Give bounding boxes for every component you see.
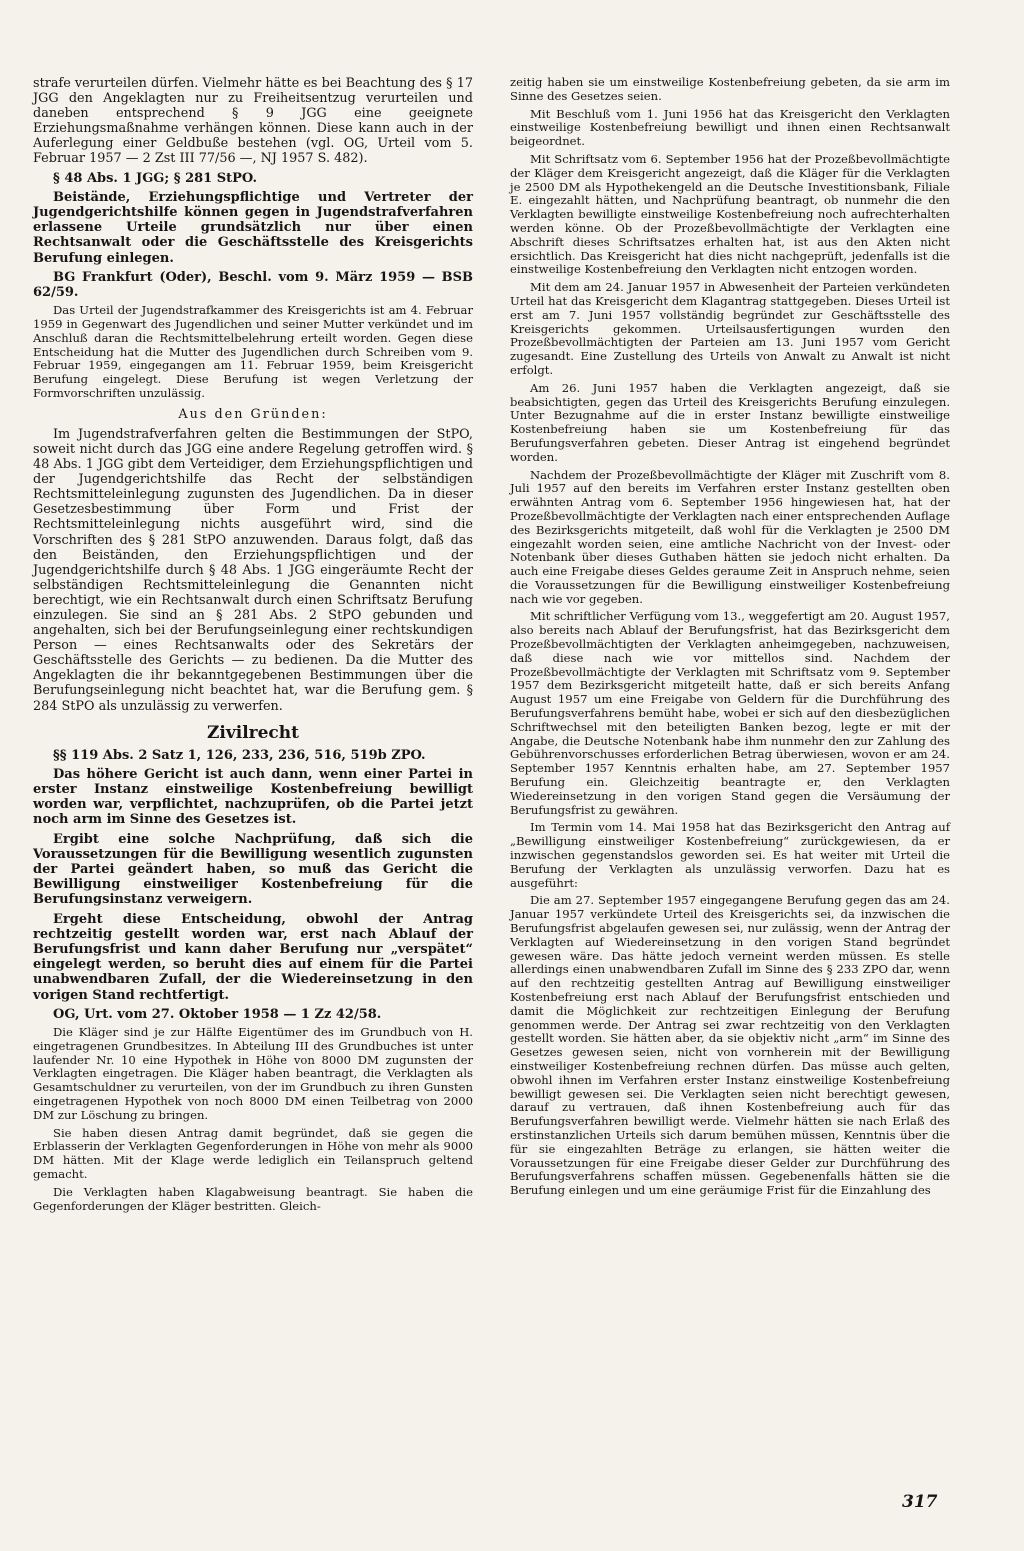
statute-heading-1: § 48 Abs. 1 JGG; § 281 StPO. <box>53 170 257 186</box>
right-paragraph-5: Am 26. Juni 1957 haben die Verklagten angezeigt, daß sie beabsichtigten, gegen das Urteil des Kreisgerichts Berufung einzulegen. Unter Bezugnahme auf die in erster Instanz bewilligte einstweilige Kostenbefreiung haben sie um Kostenbefreiung für das Berufungsverfahren gebeten. Dieser Antrag ist eingehend begründet worden. <box>510 380 950 464</box>
right-paragraph-2: Mit Beschluß vom 1. Juni 1956 hat das Kreisgericht den Verklagten einstweilige Kostenbefreiung bewilligt und ihnen einen Rechtsanwalt beigeordnet. <box>510 106 950 149</box>
court-citation-1: BG Frankfurt (Oder), Beschl. vom 9. März 1959 — BSB 62/59. <box>33 269 473 300</box>
right-paragraph-9: Die am 27. September 1957 eingegangene Berufung gegen das am 24. Januar 1957 verkündete Urteil des Kreisgerichts sei, da inzwischen die Berufungsfrist abgelaufen gewesen sei, nur zulässig, wenn der Antrag der Verklagten auf Wiedereinsetzung in den vorigen Stand begründet gewesen wäre. Das hätte jedoch verneint werden müssen. Es stelle allerdings einen unabwendbaren Zufall im Sinne des § 233 ZPO dar, wenn auf den rechtzeitig gestellten Antrag auf Bewilligung einstweiliger Kostenbefreiung erst nach Ablauf der Berufungsfrist entschieden und damit die Möglichkeit zur rechtzeitigen Einlegung der Berufung genommen werde. Der Antrag sei zwar rechtzeitig von den Verklagten gestellt worden. Sie hätten aber, da sie objektiv nicht „arm“ im Sinne des Gesetzes gewesen seien, nicht von vornherein mit der Bewilligung einstweiliger Kostenbefreiung rechnen dürfen. Das müsse auch gelten, obwohl ihnen im Verfahren erster Instanz einstweilige Kostenbefreiung bewilligt gewesen sei. Die Verklagten seien nicht berechtigt gewesen, darauf zu vertrauen, daß ihnen Kostenbefreiung auch für das Berufungsverfahren bewilligt werde. Vielmehr hätten sie nach Erlaß des erstinstanzlichen Urteils sich darum bemühen müssen, Kenntnis über die für sie eingezahlten Beträge zu erlangen, sie hätten weiter die Voraussetzungen für eine Freigabe dieser Gelder zur Durchführung des Berufungsverfahrens schaffen müssen. Gegebenenfalls hätten sie die Berufung einlegen und um eine geräumige Frist für die Einzahlung des <box>510 893 950 1198</box>
headnote-2b: Ergibt eine solche Nachprüfung, daß sich die Voraussetzungen für die Bewilligung wesentlich zugunsten der Partei geändert haben, so muß das Gericht die Bewilligung einstweiliger Kostenbefreiung für die Berufungsinstanz verweigern. <box>33 831 473 908</box>
right-column <box>510 76 950 1198</box>
reasons-paragraph: Im Jugendstrafverfahren gelten die Bestimmungen der StPO, soweit nicht durch das JGG eine andere Regelung getroffen wird. § 48 Abs. 1 JGG gibt dem Verteidiger, dem Erziehungspflichtigen und der Jugendgerichtshilfe das Recht der selbständigen Rechtsmitteleinlegung zugunsten des Jugendlichen. Da in dieser Gesetzesbestimmung über Form und Frist der Rechtsmitteleinlegung nichts ausgeführt wird, sind die Vorschriften des § 281 StPO anzuwenden. Daraus folgt, daß das den Beiständen, den Erziehungspflichtigen und der Jugendgerichtshilfe durch § 48 Abs. 1 JGG eingeräumte Recht der selbständigen Rechtsmitteleinlegung die Genannten nicht berechtigt, wie ein Rechtsanwalt durch einen Schriftsatz Berufung einzulegen. Sie sind an § 281 Abs. 2 StPO gebunden und angehalten, sich bei der Berufungseinlegung einer rechtskundigen Person — eines Rechtsanwalts oder des Sekretärs der Geschäftsstelle des Gerichts — zu bedienen. Da die Mutter des Angeklagten die ihr bekanntgegebenen Bestimmungen über die Berufungseinlegung nicht beachtet hat, war die Berufung gem. § 284 StPO als unzulässig zu verwerfen. <box>33 426 473 714</box>
right-paragraph-6: Nachdem der Prozeßbevollmächtigte der Kläger mit Zuschrift vom 8. Juli 1957 auf den bereits im Verfahren erster Instanz gestellten oben erwähnten Antrag vom 6. September 1956 hingewiesen hat, hat der Prozeßbevollmächtigte der Verklagten nach einer entsprechenden Auflage des Bezirksgerichts mitgeteilt, daß wohl für die Verklagten je 2500 DM eingezahlt worden seien, eine amtliche Nachricht von der Invest- oder Notenbank über dieses Guthaben hätten sie jedoch nicht erhalten. Da auch eine Freigabe dieses Geldes geraume Zeit in Anspruch nehme, seien die Voraussetzungen für die Bewilligung einstweiliger Kostenbefreiung nach wie vor gegeben. <box>510 467 950 606</box>
facts-paragraph-2: Die Kläger sind je zur Hälfte Eigentümer des im Grundbuch von H. eingetragenen Grundbesitzes. In Abteilung III des Grundbuches ist unter laufender Nr. 10 eine Hypothek in Höhe von 8000 DM zugunsten der Verklagten eingetragen. Die Kläger haben beantragt, die Verklagten als Gesamtschuldner zu verurteilen, von der im Grundbuch zu ihren Gunsten eingetragenen Hypothek von noch 8000 DM einen Teilbetrag von 2000 DM zur Löschung zu bringen. <box>33 1025 473 1122</box>
facts-paragraph-1: Das Urteil der Jugendstrafkammer des Kreisgerichts ist am 4. Februar 1959 in Gegenwart des Jugendlichen und seiner Mutter verkündet und im Anschluß daran die Rechtsmittelbelehrung erteilt worden. Gegen diese Entscheidung hat die Mutter des Jugendlichen durch Schreiben vom 9. Februar 1959, eingegangen am 11. Februar 1959, beim Kreisgericht Berufung eingelegt. Diese Berufung ist wegen Verletzung der Formvorschriften unzulässig. <box>33 303 473 400</box>
facts-paragraph-3: Sie haben diesen Antrag damit begründet, daß sie gegen die Erblasserin der Verklagten Gegenforderungen in Höhe von mehr als 9000 DM hätten. Mit der Klage werde lediglich ein Teilanspruch geltend gemacht. <box>33 1125 473 1182</box>
right-paragraph-3: Mit Schriftsatz vom 6. September 1956 hat der Prozeßbevollmächtigte der Kläger dem Kreisgericht angezeigt, daß die Kläger für die Verklagten je 2500 DM als Hypothekengeld an die Deutsche Investitionsbank, Filiale E. eingezahlt hätten, und Nachprüfung beantragt, ob nunmehr die den Verklagten bewilligte einstweilige Kostenbefreiung noch aufrechterhalten werden könne. Ob der Prozeßbevollmächtigte der Verklagten eine Abschrift dieses Schriftsatzes erhalten hat, ist aus den Akten nicht ersichtlich. Das Kreisgericht hat dies nicht nachgeprüft, jedenfalls ist die einstweilige Kostenbefreiung den Verklagten nicht entzogen worden. <box>510 151 950 277</box>
reasons-heading: Aus den Gründen: <box>178 406 328 422</box>
headnote-1: Beistände, Erziehungspflichtige und Vertreter der Jugendgerichtshilfe können gegen in Jugendstrafverfahren erlassene Urteile grundsätzlich nur über einen Rechtsanwalt oder die Geschäftsstelle des Kreisgerichts Berufung einlegen. <box>33 189 473 266</box>
paragraph-continuation: strafe verurteilen dürfen. Vielmehr hätte es bei Beachtung des § 17 JGG den Angeklagten nur zu Freiheitsentzug verurteilen und daneben entsprechend § 9 JGG eine geeignete Erziehungsmaßnahme verhängen können. Diese kann auch in der Auferlegung einer Geldbuße bestehen (vgl. OG, Urteil vom 5. Februar 1957 — 2 Zst III 77/56 —, NJ 1957 S. 482). <box>33 76 473 167</box>
headnote-2c: Ergeht diese Entscheidung, obwohl der Antrag rechtzeitig gestellt worden war, erst nach Ablauf der Berufungsfrist und kann daher Berufung nur „verspätet“ eingelegt werden, so beruht dies auf einem für die Partei unabwendbaren Zufall, der die Wiedereinsetzung in den vorigen Stand rechtfertigt. <box>33 911 473 1003</box>
statute-heading-2: §§ 119 Abs. 2 Satz 1, 126, 233, 236, 516, 519b ZPO. <box>53 747 426 763</box>
court-citation-2: OG, Urt. vom 27. Oktober 1958 — 1 Zz 42/58. <box>53 1006 382 1022</box>
facts-paragraph-4: Die Verklagten haben Klagabweisung beantragt. Sie haben die Gegenforderungen der Kläger bestritten. Gleich- <box>33 1184 473 1213</box>
section-title-zivilrecht: Zivilrecht <box>207 722 299 743</box>
page-number: 317 <box>902 1492 938 1512</box>
left-column <box>33 76 473 1213</box>
right-paragraph-4: Mit dem am 24. Januar 1957 in Abwesenheit der Parteien verkündeten Urteil hat das Kreisgericht dem Klagantrag stattgegeben. Dieses Urteil ist erst am 7. Juni 1957 vollständig begründet zur Geschäftsstelle des Kreisgerichts gekommen. Urteilsausfertigungen wurden den Prozeßbevollmächtigten der Parteien am 13. Juni 1957 vom Gericht zugesandt. Eine Zustellung des Urteils von Anwalt zu Anwalt ist nicht erfolgt. <box>510 280 950 377</box>
right-paragraph-7: Mit schriftlicher Verfügung vom 13., weggefertigt am 20. August 1957, also bereits nach Ablauf der Berufungsfrist, hat das Bezirksgericht dem Prozeßbevollmächtigten der Verklagten anheimgegeben, nachzuweisen, daß diese nach wie vor mittellos sind. Nachdem der Prozeßbevollmächtigte der Verklagten mit Schriftsatz vom 9. September 1957 dem Bezirksgericht mitgeteilt hatte, daß er sich bereits Anfang August 1957 um eine Freigabe von Geldern für die Durchführung des Berufungsverfahrens bemüht habe, wobei er sich auf den diesbezüglichen Schriftwechsel mit den beteiligten Banken bezog, legte er mit der Angabe, die Deutsche Notenbank habe ihm nunmehr den zur Zahlung des Gebührenvorschusses erforderlichen Betrag überwiesen, wovon er am 24. September 1957 Kenntnis erhalten habe, am 27. September 1957 Berufung ein. Gleichzeitig beantragte er, den Verklagten Wiedereinsetzung in den vorigen Stand gegen die Versäumung der Berufungsfrist zu gewähren. <box>510 609 950 817</box>
right-paragraph-1: zeitig haben sie um einstweilige Kostenbefreiung gebeten, da sie arm im Sinne des Gesetzes seien. <box>510 75 950 103</box>
right-paragraph-8: Im Termin vom 14. Mai 1958 hat das Bezirksgericht den Antrag auf „Bewilligung einstweiliger Kostenbefreiung“ zurückgewiesen, da er inzwischen gegenstandslos geworden sei. Es hat weiter mit Urteil die Berufung der Verklagten als unzulässig verworfen. Dazu hat es ausgeführt: <box>510 820 950 890</box>
headnote-2a: Das höhere Gericht ist auch dann, wenn einer Partei in erster Instanz einstweilige Kostenbefreiung bewilligt worden war, verpflichtet, nachzuprüfen, ob die Partei jetzt noch arm im Sinne des Gesetzes ist. <box>33 766 473 828</box>
